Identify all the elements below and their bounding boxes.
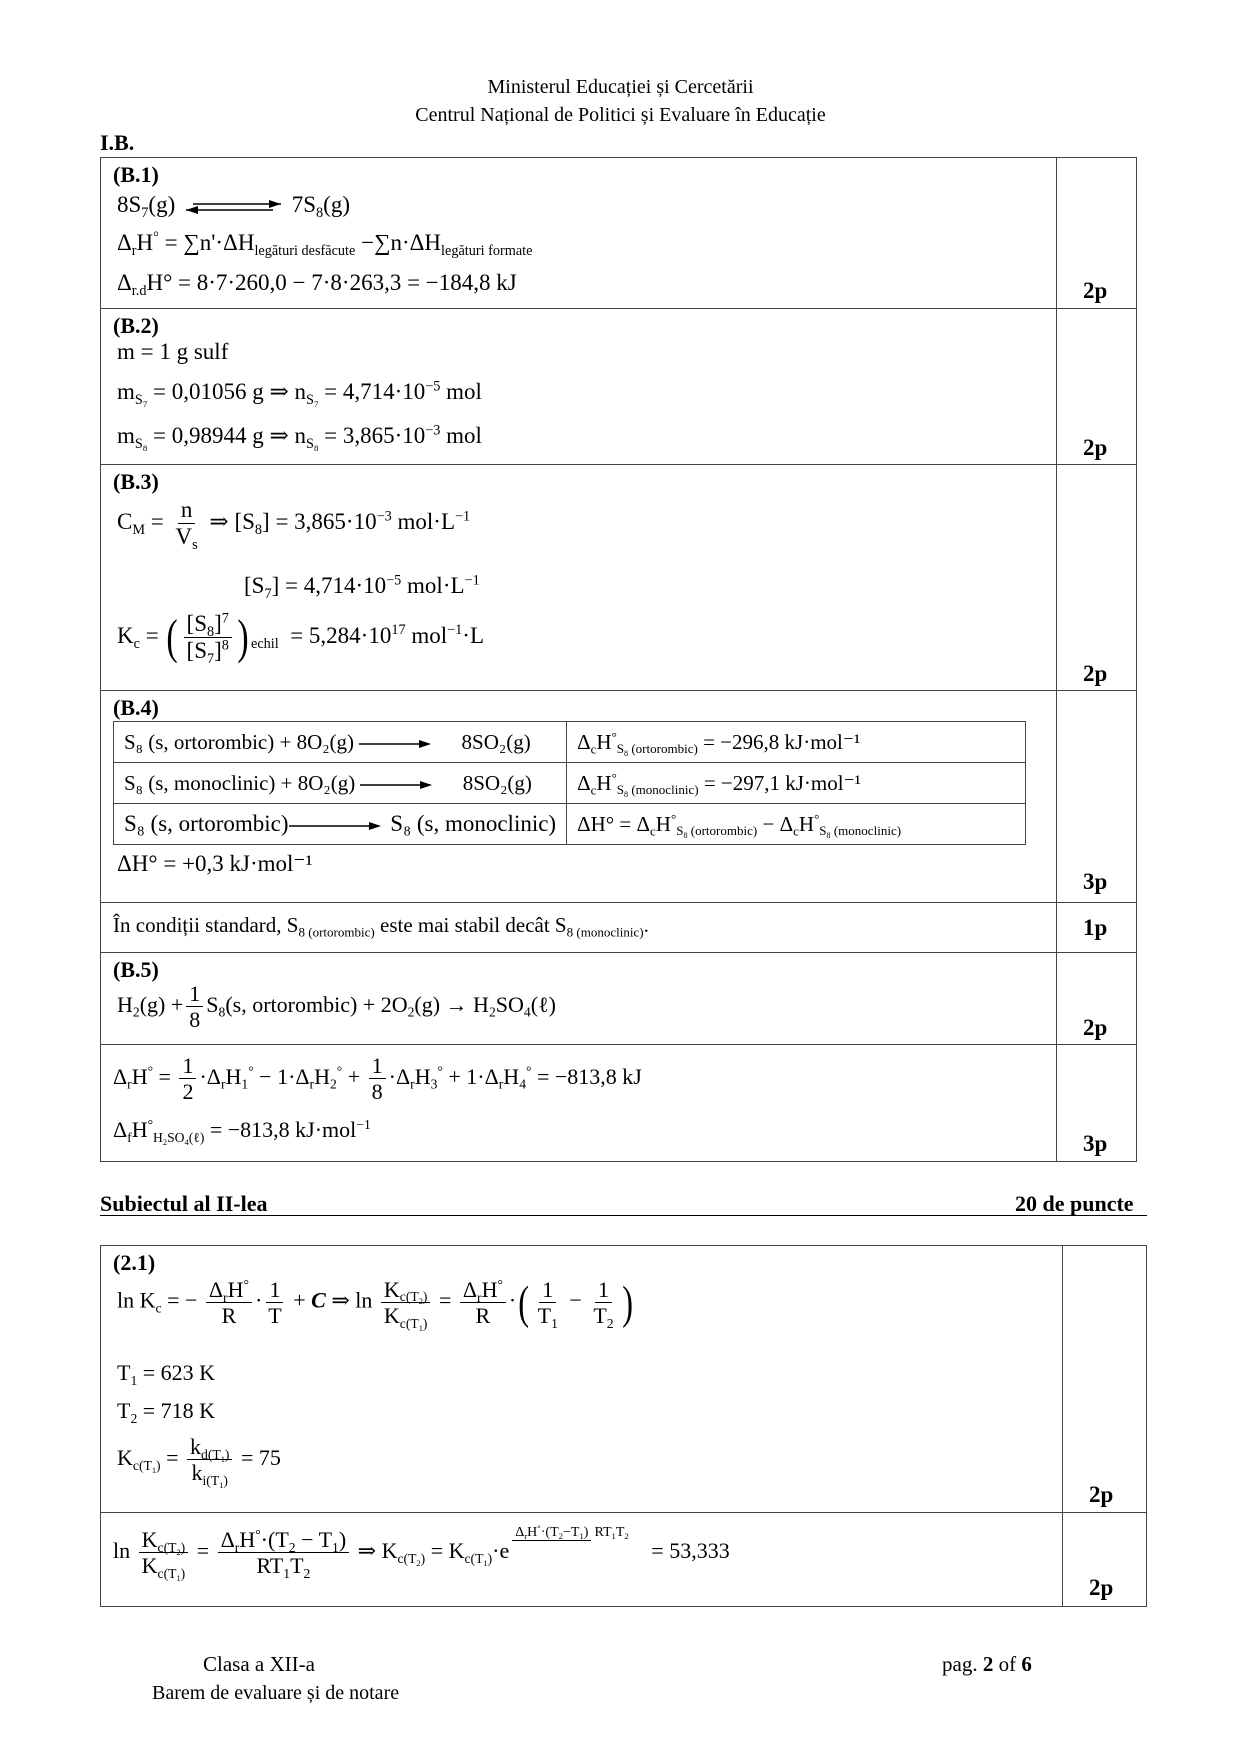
section-label: I.B. bbox=[100, 130, 135, 155]
s21-t2: $T_2 = 718$ K bbox=[117, 1398, 216, 1426]
s21-vant-hoff: $\ln K_c$ = − $\frac{\Delta_rH^\circ}{R}$ · $\frac{1}{T}$ + C ⇒ ln $\frac{K_{c(T_2)}}{K_{c(T_1)}}$ = $\frac{\Delta_rH^\circ}{R}$ ·( $\frac{1}{T_1}$ − $\frac{1}{T_2}$ ) bbox=[117, 1276, 633, 1333]
b4-enthalpy-table bbox=[113, 721, 1026, 845]
b3-points: 2p bbox=[1083, 661, 1108, 686]
row-b5 bbox=[101, 952, 1136, 1044]
b1-calc: $\Delta_{r.d}H^\circ = 8\cdot 7\cdot 260,0 - 7\cdot 8\cdot 263,3 = -184,8$ kJ bbox=[117, 270, 517, 299]
b5-formation: $\Delta_fH^\circ_{H_2SO_4(\ell)} = -813,8$ kJ·mol$^{-1}$ bbox=[113, 1116, 371, 1147]
b1-points: 2p bbox=[1083, 278, 1108, 303]
arrow-icon bbox=[359, 738, 435, 750]
ministry-title: Ministerul Educației și Cercetării bbox=[487, 76, 754, 98]
equilibrium-arrow-icon bbox=[181, 199, 286, 215]
table-2-1 bbox=[100, 1245, 1147, 1607]
b2-mass: m = 1 g sulf bbox=[117, 339, 229, 364]
s21-label: (2.1) bbox=[113, 1250, 156, 1275]
b5-calc: $\Delta_rH^\circ$ = $\frac{1}{2}$ $\cdot\Delta_rH_1^\circ - 1\cdot\Delta_rH_2^\circ$ + $\frac{1}{8}$ $\cdot\Delta_rH_3^\circ + 1\cdot\Delta_rH_4^\circ = -813,8$ kJ bbox=[113, 1053, 642, 1105]
b5-points: 2p bbox=[1083, 1015, 1108, 1040]
footer-class: Clasa a XII-a bbox=[203, 1652, 315, 1676]
row-b4-stability bbox=[101, 902, 1136, 952]
row-2-1 bbox=[101, 1246, 1146, 1512]
row-2-1-calc bbox=[101, 1512, 1146, 1608]
subject2-score: 20 de puncte bbox=[1015, 1191, 1134, 1216]
subject2-rule bbox=[100, 1215, 1147, 1216]
b3-cm: $C_M$ = $\frac{n}{V_s}$ ⇒ $[S_8] = 3,865\cdot 10^{-3}$ $mol\cdot L^{-1}$ bbox=[117, 497, 471, 554]
b5-reaction: $H_2(g)$ + $\frac{1}{8}$ $S_8(s$, ortorombic) + $2O_2(g)$ → $H_2SO_4(\ell)$ bbox=[117, 981, 556, 1033]
row-b5-calc bbox=[101, 1044, 1136, 1163]
b4-result: ΔH° = +0,3 kJ·mol⁻¹ bbox=[117, 851, 313, 876]
b2-s7-line: $m_{S_7} = 0,01056$ g ⇒ $n_{S_7} = 4,714\cdot 10^{-5}$ mol bbox=[117, 378, 482, 410]
b3-kc: $K_c$ = ( $\frac{[S_8]^7}{[S_7]^8}$ ) $_{echil} = 5,284\cdot 10^{17}$ mol$^{-1}$·L bbox=[117, 610, 485, 667]
arrow-icon bbox=[360, 779, 436, 791]
s21-kc: $K_{c(T_1)}$ = $\frac{k_{d(T_1)}}{k_{i(T_1)}}$ = 75 bbox=[117, 1434, 281, 1491]
b1-label: (B.1) bbox=[113, 162, 159, 187]
table-row: S₈ (s, ortorombic) + 8O₂(g) 8SO₂(g) $\Delta_cH^\circ_{S_8 (ortorombic)} = -296,8$ kJ·mol⁻¹ bbox=[114, 722, 1026, 763]
s21-points2: 2p bbox=[1089, 1575, 1114, 1600]
b3-s7: $[S_7] = 4,714\cdot 10^{-5}$ $mol\cdot L^{-1}$ bbox=[244, 572, 480, 602]
row-b2 bbox=[101, 308, 1136, 464]
row-b3 bbox=[101, 464, 1136, 690]
b4-label: (B.4) bbox=[113, 695, 159, 720]
b5-label: (B.5) bbox=[113, 957, 159, 982]
b2-points: 2p bbox=[1083, 435, 1108, 460]
b2-s8-line: $m_{S_8} = 0,98944$ g ⇒ $n_{S_8} = 3,865\cdot 10^{-3}$ mol bbox=[117, 422, 482, 454]
center-title: Centrul Național de Politici și Evaluare în Educație bbox=[415, 104, 826, 126]
table-row: S₈ (s, monoclinic) + 8O₂(g) 8SO₂(g) $\Delta_cH^\circ_{S_8 (monoclinic)} = -297,1$ kJ·mol⁻¹ bbox=[114, 763, 1026, 804]
b4-points: 3p bbox=[1083, 869, 1108, 894]
b3-label: (B.3) bbox=[113, 469, 159, 494]
row-b1 bbox=[101, 158, 1136, 308]
row-b4 bbox=[101, 690, 1136, 902]
footer-page: pag. 2 of 6 bbox=[942, 1652, 1032, 1676]
b1-hess-formula: $\Delta_rH^\circ = \sum n'\cdot\Delta H_{legături desfăcute} -\sum n\cdot\Delta H_{legături formate}$ bbox=[117, 229, 533, 259]
arrow-icon bbox=[289, 820, 385, 832]
table-row: S₈ (s, ortorombic) S₈ (s, monoclinic) $\Delta H^\circ = \Delta_cH^\circ_{S_8 (ortorombic)} - \Delta_cH^\circ_{S_8 (monoclinic)}$ bbox=[114, 804, 1026, 845]
s21-points: 2p bbox=[1089, 1482, 1114, 1507]
b1-reactant: 8S bbox=[117, 192, 142, 217]
s21-final: ln $\frac{K_{c(T_2)}}{K_{c(T_1)}}$ = $\frac{\Delta_rH^\circ\cdot(T_2 - T_1)}{RT_1T_2}$ ⇒ $K_{c(T_2)} = K_{c(T_1)}\cdot e\Delta_rH^\circ\cdot(T_2-T_1) RT_1T_2 = 53,333$ bbox=[113, 1522, 730, 1584]
table-ib bbox=[100, 157, 1137, 1162]
s21-t1: $T_1 = 623$ K bbox=[117, 1360, 216, 1388]
b4-stability: În condiții standard, $S_{8 (ortorombic)}$ este mai stabil decât $S_{8 (monoclinic)}$. bbox=[113, 913, 649, 940]
b1-reaction: $8S_7(g)$ $7S_8(g)$ bbox=[117, 192, 350, 221]
b5-points2: 3p bbox=[1083, 1131, 1108, 1156]
b2-label: (B.2) bbox=[113, 313, 159, 338]
b4-stability-points: 1p bbox=[1083, 915, 1108, 940]
footer-barem: Barem de evaluare și de notare bbox=[152, 1682, 400, 1704]
subject2-title: Subiectul al II-lea bbox=[100, 1191, 268, 1216]
